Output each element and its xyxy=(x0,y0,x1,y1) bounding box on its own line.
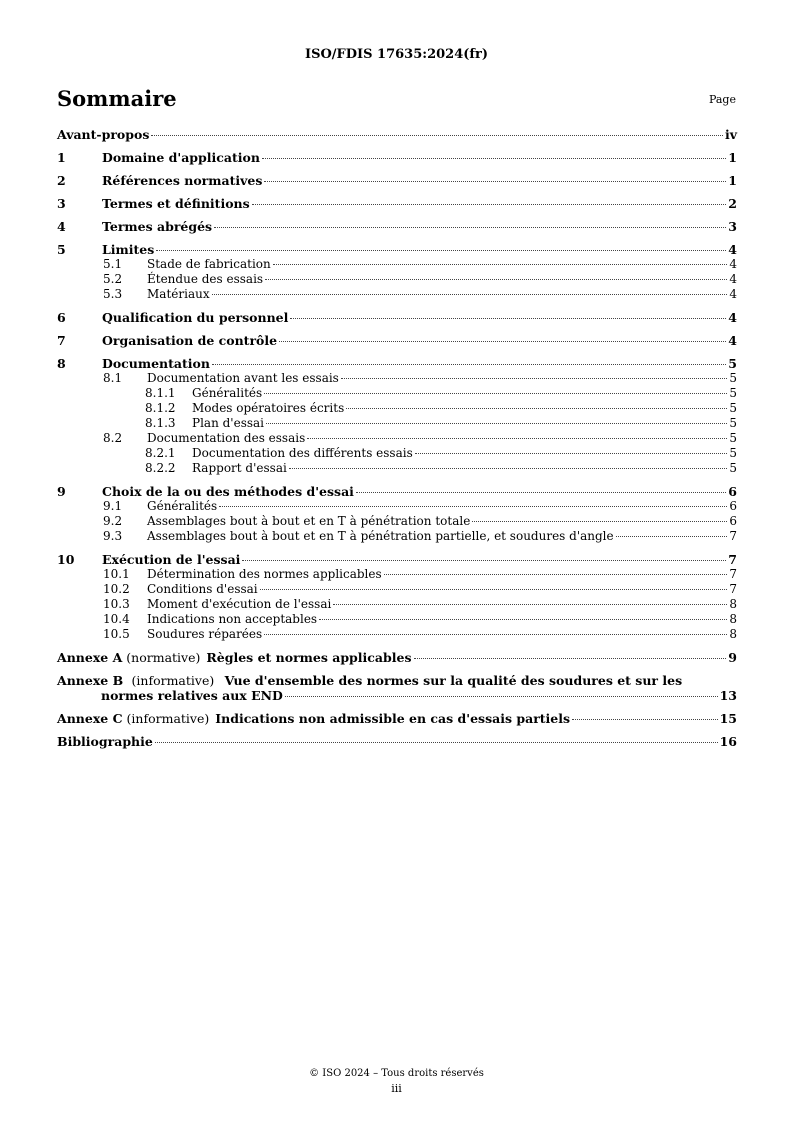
toc-entry-page: 1 xyxy=(728,150,737,165)
toc-entry-page: 5 xyxy=(729,401,737,415)
annex-kind: (normative) xyxy=(126,650,201,665)
toc-entry-2[interactable] xyxy=(57,173,737,188)
toc-entry-number: 7 xyxy=(57,333,66,348)
page-number: iii xyxy=(391,1082,402,1095)
dot-leader xyxy=(341,378,728,379)
dot-leader xyxy=(242,560,726,561)
toc-entry-10-3[interactable] xyxy=(57,597,737,612)
toc-entry-number: 9.3 xyxy=(103,529,123,543)
toc-entry-8-1-1[interactable] xyxy=(57,386,737,401)
toc-entry-title: Soudures réparées xyxy=(147,627,263,641)
dot-leader xyxy=(572,719,718,720)
toc-entry-number: 5.2 xyxy=(103,272,123,286)
toc-entry-page: 4 xyxy=(729,272,737,286)
dot-leader xyxy=(333,604,727,605)
toc-entry-title: Documentation des essais xyxy=(147,431,306,445)
toc-entry-title: Moment d'exécution de l'essai xyxy=(147,597,332,611)
toc-entry-10[interactable] xyxy=(57,552,737,567)
toc-entry-page: 5 xyxy=(729,386,737,400)
toc-title: Sommaire xyxy=(57,86,177,111)
dot-leader xyxy=(264,181,726,182)
toc-entry-title: Rapport d'essai xyxy=(192,461,287,475)
toc-entry-number: 5.3 xyxy=(103,287,123,301)
dot-leader xyxy=(290,318,726,319)
toc-entry-4[interactable] xyxy=(57,219,737,234)
toc-entry-title: Détermination des normes applicables xyxy=(147,567,382,581)
toc-entry-10-4[interactable] xyxy=(57,612,737,627)
dot-leader xyxy=(616,536,728,537)
dot-leader xyxy=(219,506,727,507)
toc-entry-8-2[interactable] xyxy=(57,431,737,446)
dot-leader xyxy=(264,634,727,635)
toc-entry-number: 9 xyxy=(57,484,66,499)
toc-entry-page: 15 xyxy=(719,711,737,726)
toc-entry-page: 7 xyxy=(729,567,737,581)
toc-entry-page: 5 xyxy=(729,416,737,430)
toc-entry-5-2[interactable] xyxy=(57,272,737,287)
toc-entry-number: 4 xyxy=(57,219,66,234)
toc-entry-page: 5 xyxy=(729,371,737,385)
toc-entry-number: 8.2 xyxy=(103,431,123,445)
toc-entry-title: Bibliographie xyxy=(57,734,153,749)
dot-leader xyxy=(356,492,726,493)
toc-entry-title: Références normatives xyxy=(102,173,263,188)
dot-leader xyxy=(289,468,728,469)
page-column-label: Page xyxy=(708,93,736,106)
toc-entry-avant-propos[interactable] xyxy=(57,127,737,142)
toc-entry-number: 8.2.1 xyxy=(145,446,176,460)
dot-leader xyxy=(414,658,727,659)
toc-entry-5-3[interactable] xyxy=(57,287,737,302)
toc-entry-number: 10 xyxy=(57,552,75,567)
toc-entry-9[interactable] xyxy=(57,484,737,499)
toc-entry-number: 8 xyxy=(57,356,66,371)
toc-entry-page: 6 xyxy=(728,484,737,499)
toc-entry-5[interactable] xyxy=(57,242,737,257)
toc-entry-title: Étendue des essais xyxy=(147,272,264,286)
toc-entry-8-1[interactable] xyxy=(57,371,737,386)
dot-leader xyxy=(265,279,727,280)
annex-label: Annexe C xyxy=(57,711,123,726)
toc-entry-title: Matériaux xyxy=(147,287,210,301)
toc-entry-number: 5.1 xyxy=(103,257,123,271)
dot-leader xyxy=(212,364,726,365)
toc-entry-annex-b[interactable] xyxy=(57,673,737,703)
dot-leader xyxy=(151,135,723,136)
toc-entry-number: 10.3 xyxy=(103,597,130,611)
toc-entry-page: 4 xyxy=(729,257,737,271)
dot-leader xyxy=(319,619,727,620)
toc-entry-page: 16 xyxy=(719,734,737,749)
toc-entry-title: Indications non acceptables xyxy=(147,612,318,626)
toc-entry-title: Conditions d'essai xyxy=(147,582,258,596)
toc-entry-7[interactable] xyxy=(57,333,737,348)
toc-entry-3[interactable] xyxy=(57,196,737,211)
toc-entry-10-1[interactable] xyxy=(57,567,737,582)
toc-entry-page: 9 xyxy=(728,650,737,665)
toc-entry-8-2-2[interactable] xyxy=(57,461,737,476)
toc-entry-number: 10.4 xyxy=(103,612,130,626)
toc-entry-number: 3 xyxy=(57,196,66,211)
toc-entry-page: 4 xyxy=(729,287,737,301)
toc-entry-page: 5 xyxy=(729,431,737,445)
toc-entry-title-line-2: normes relatives aux END xyxy=(101,688,283,703)
annex-b-line-1 xyxy=(57,673,737,688)
toc-entry-annex-c[interactable] xyxy=(57,711,737,726)
toc-entry-number: 10.2 xyxy=(103,582,130,596)
dot-leader xyxy=(156,250,726,251)
toc-entry-number: 8.1 xyxy=(103,371,123,385)
toc-entry-page: iv xyxy=(724,127,737,142)
toc-entry-number: 1 xyxy=(57,150,66,165)
dot-leader xyxy=(346,408,727,409)
dot-leader xyxy=(260,589,728,590)
toc-entry-9-2[interactable] xyxy=(57,514,737,529)
dot-leader xyxy=(279,341,726,342)
dot-leader xyxy=(415,453,728,454)
annex-b-line-2 xyxy=(57,688,737,703)
toc-entry-page: 2 xyxy=(728,196,737,211)
toc-entry-title: Limites xyxy=(102,242,155,257)
toc-entry-title: Organisation de contrôle xyxy=(102,333,278,348)
toc-entry-title: Documentation xyxy=(102,356,210,371)
toc-entry-5-1[interactable] xyxy=(57,257,737,272)
annex-label: Annexe B xyxy=(57,673,124,688)
table-of-contents xyxy=(57,127,737,749)
dot-leader xyxy=(262,158,726,159)
toc-entry-8[interactable] xyxy=(57,356,737,371)
toc-entry-title: Assemblages bout à bout et en T à pénétration partielle, et soudures d'angle xyxy=(147,529,614,543)
page-footer xyxy=(0,1068,793,1095)
toc-entry-page: 5 xyxy=(729,446,737,460)
toc-entry-number: 9.2 xyxy=(103,514,123,528)
dot-leader xyxy=(285,696,718,697)
toc-entry-page: 8 xyxy=(729,612,737,626)
toc-entry-title: Avant-propos xyxy=(57,127,150,142)
annex-label: Annexe A xyxy=(57,650,123,665)
toc-entry-title: Règles et normes applicables xyxy=(206,650,412,665)
toc-entry-page: 4 xyxy=(728,333,737,348)
toc-entry-number: 10.1 xyxy=(103,567,130,581)
toc-entry-page: 6 xyxy=(729,514,737,528)
toc-entry-8-1-3[interactable] xyxy=(57,416,737,431)
toc-entry-9-1[interactable] xyxy=(57,499,737,514)
toc-entry-9-3[interactable] xyxy=(57,529,737,544)
toc-entry-annex-a[interactable] xyxy=(57,650,737,665)
toc-entry-title: Assemblages bout à bout et en T à pénétration totale xyxy=(147,514,471,528)
toc-entry-number: 8.1.2 xyxy=(145,401,176,415)
toc-entry-title: Choix de la ou des méthodes d'essai xyxy=(102,484,354,499)
toc-entry-page: 4 xyxy=(728,242,737,257)
toc-entry-title: Exécution de l'essai xyxy=(102,552,241,567)
toc-entry-title: Généralités xyxy=(192,386,263,400)
dot-leader xyxy=(266,423,727,424)
toc-entry-title: Documentation avant les essais xyxy=(147,371,339,385)
toc-entry-number: 8.1.3 xyxy=(145,416,176,430)
toc-entry-title: Plan d'essai xyxy=(192,416,264,430)
toc-entry-1[interactable] xyxy=(57,150,737,165)
toc-entry-title: Qualification du personnel xyxy=(102,310,289,325)
copyright-notice: © ISO 2024 – Tous droits réservés xyxy=(309,1068,484,1079)
toc-entry-page: 3 xyxy=(728,219,737,234)
toc-entry-10-5[interactable] xyxy=(57,627,737,642)
toc-entry-title: Termes et définitions xyxy=(102,196,250,211)
annex-kind: (informative) xyxy=(126,711,210,726)
toc-entry-8-2-1[interactable] xyxy=(57,446,737,461)
toc-entry-number: 10.5 xyxy=(103,627,130,641)
toc-entry-title: Documentation des différents essais xyxy=(192,446,413,460)
toc-entry-page: 7 xyxy=(728,552,737,567)
toc-entry-page: 5 xyxy=(728,356,737,371)
toc-entry-bibliographie[interactable] xyxy=(57,734,737,749)
dot-leader xyxy=(273,264,728,265)
toc-entry-title: Domaine d'application xyxy=(102,150,260,165)
toc-entry-page: 6 xyxy=(729,499,737,513)
toc-entry-page: 13 xyxy=(719,688,737,703)
document-id-header: ISO/FDIS 17635:2024(fr) xyxy=(305,47,488,62)
dot-leader xyxy=(264,393,727,394)
toc-entry-title: Stade de fabrication xyxy=(147,257,271,271)
toc-entry-8-1-2[interactable] xyxy=(57,401,737,416)
toc-entry-number: 9.1 xyxy=(103,499,123,513)
toc-entry-6[interactable] xyxy=(57,310,737,325)
toc-entry-title: Indications non admissible en cas d'essais partiels xyxy=(215,711,571,726)
dot-leader xyxy=(212,294,728,295)
toc-entry-page: 1 xyxy=(728,173,737,188)
toc-entry-title: Modes opératoires écrits xyxy=(192,401,345,415)
toc-entry-page: 8 xyxy=(729,597,737,611)
dot-leader xyxy=(252,204,727,205)
toc-entry-number: 8.2.2 xyxy=(145,461,176,475)
dot-leader xyxy=(214,227,726,228)
toc-entry-number: 8.1.1 xyxy=(145,386,176,400)
dot-leader xyxy=(155,742,718,743)
toc-entry-title: Généralités xyxy=(147,499,218,513)
toc-entry-title: Termes abrégés xyxy=(102,219,213,234)
toc-entry-page: 4 xyxy=(728,310,737,325)
toc-entry-number: 6 xyxy=(57,310,66,325)
toc-entry-number: 2 xyxy=(57,173,66,188)
toc-entry-page: 7 xyxy=(729,529,737,543)
toc-entry-page: 5 xyxy=(729,461,737,475)
toc-entry-page: 7 xyxy=(729,582,737,596)
dot-leader xyxy=(384,574,728,575)
toc-entry-number: 5 xyxy=(57,242,66,257)
annex-kind: (informative) xyxy=(131,673,215,688)
dot-leader xyxy=(307,438,727,439)
toc-entry-10-2[interactable] xyxy=(57,582,737,597)
toc-entry-title-line-1: Vue d'ensemble des normes sur la qualité des soudures et sur les xyxy=(224,673,683,688)
toc-entry-page: 8 xyxy=(729,627,737,641)
dot-leader xyxy=(472,521,727,522)
